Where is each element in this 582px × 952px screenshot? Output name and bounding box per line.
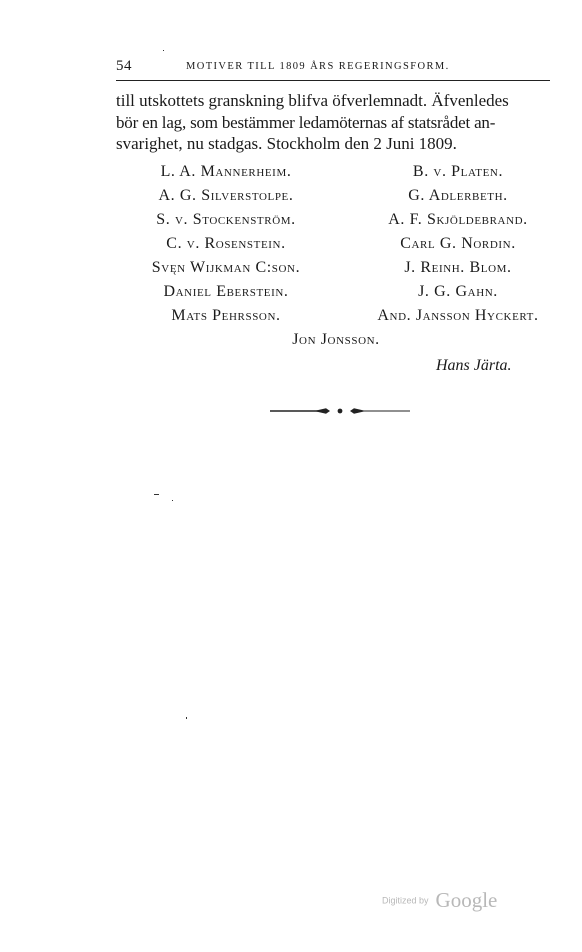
signatory-left: Daniel Eberstein.: [163, 283, 289, 300]
signatory-right: G. Adlerbeth.: [408, 187, 508, 204]
print-speck: [186, 717, 187, 719]
signatory-right: J. Reinh. Blom.: [404, 259, 512, 276]
signatory-right: B. v. Platen.: [412, 163, 504, 180]
signatory-right: And. Jansson Hyckert.: [377, 307, 539, 324]
print-speck: [163, 50, 164, 51]
ornament-divider: [270, 406, 410, 416]
print-speck: [154, 494, 159, 495]
signatory-right: Carl G. Nordin.: [400, 235, 516, 252]
google-logo: Google: [435, 888, 498, 912]
signatory-left: S. v. Stockenström.: [156, 211, 296, 228]
signature-italic: Hans Järta.: [436, 357, 512, 374]
page-header: [116, 52, 534, 78]
body-line: svarighet, nu stadgas. Stockholm den 2 Juni 1809.: [116, 134, 457, 153]
running-head: MOTIVER TILL 1809 ÅRS REGERINGSFORM.: [186, 61, 450, 72]
body-line: bör en lag, som bestämmer ledamöternas af statsrådet an-: [116, 112, 496, 132]
signatory-right: A. F. Skjöldebrand.: [388, 211, 528, 228]
print-speck: [172, 500, 173, 501]
signatory-left: A. G. Silverstolpe.: [158, 187, 294, 204]
signatory-right: J. G. Gahn.: [418, 283, 498, 300]
signatory-left: L. A. Mannerheim.: [160, 163, 292, 180]
watermark-prefix: Digitized by: [382, 895, 429, 906]
signatory-left: Svęn Wijkman C:son.: [151, 259, 301, 276]
header-rule: [116, 80, 550, 81]
digitized-watermark: [382, 888, 497, 913]
signatory-center: Jon Jonsson.: [292, 331, 380, 348]
signatory-left: C. v. Rosenstein.: [166, 235, 286, 252]
signatory-left: Mats Pehrsson.: [171, 307, 281, 324]
body-line: till utskottets granskning blifva öfverlemnadt. Äfvenledes: [116, 91, 509, 110]
page-number: 54: [116, 58, 132, 74]
body-paragraph: [116, 90, 556, 155]
